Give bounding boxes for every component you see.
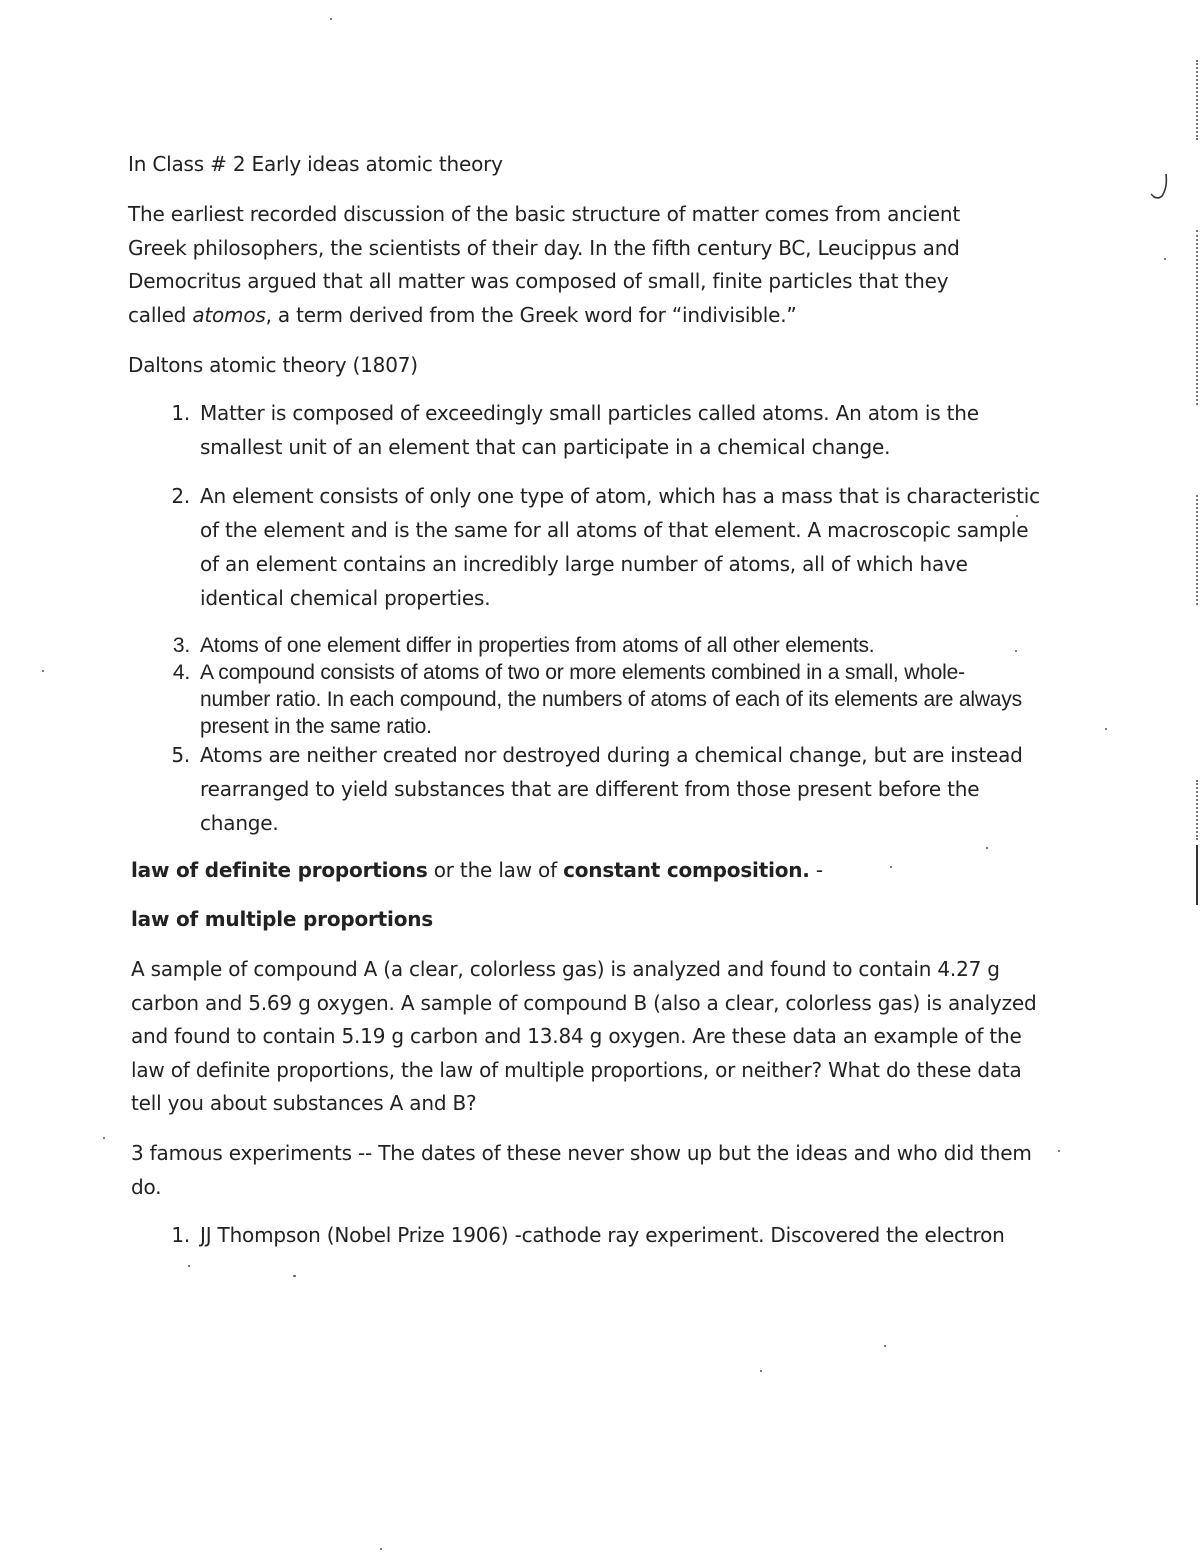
scan-edge-mark [1196, 495, 1200, 605]
list-number: 5. [171, 743, 190, 767]
law-definite-term: law of definite proportions [131, 858, 428, 882]
scan-speck [330, 18, 332, 20]
list-item [172, 659, 1030, 740]
list-text: JJ Thompson (Nobel Prize 1906) -cathode ray experiment. Discovered the electron [200, 1223, 1005, 1247]
law-constant-term: constant composition. [563, 858, 810, 882]
scan-speck [1016, 515, 1018, 517]
scan-speck [380, 1548, 382, 1550]
experiments-intro: 3 famous experiments -- The dates of these never show up but the ideas and who did them do. [131, 1141, 1032, 1199]
list-number: 2. [171, 484, 190, 508]
scan-speck [293, 1275, 296, 1277]
scan-speck [760, 1370, 762, 1372]
list-text: Atoms are neither created nor destroyed during a chemical change, but are instead rearranged to yield substances that are different from those present before the change. [200, 743, 1023, 835]
scan-speck [188, 1265, 190, 1267]
list-number: 4. [172, 661, 190, 684]
scan-speck [1015, 650, 1017, 652]
law-definite-line [131, 854, 823, 887]
list-text: Matter is composed of exceedingly small particles called atoms. An atom is the smallest unit of an element that can participate in a chemical change. [200, 401, 979, 459]
intro-text-before: The earliest recorded discussion of the basic structure of matter comes from ancient Greek philosophers, the scientists of their day. In the fifth century BC, Leucippus and Democritus argued that all matter was composed of small, finite particles that they called [128, 202, 960, 327]
scan-edge-mark [1196, 845, 1198, 905]
list-text: A compound consists of atoms of two or more elements combined in a small, whole-number ratio. In each compound, the numbers of atoms of each of its elements are always present in the same ratio. [200, 661, 1022, 738]
dalton-heading: Daltons atomic theory (1807) [128, 353, 418, 377]
intro-text-after: , a term derived from the Greek word for “indivisible.” [265, 302, 797, 327]
list-number: 1. [171, 401, 190, 425]
list-text: Atoms of one element differ in properties from atoms of all other elements. [200, 634, 875, 657]
scan-speck [103, 1137, 105, 1139]
scan-speck [1105, 728, 1107, 730]
list-item [172, 632, 1030, 659]
intro-italic-term: atomos [192, 302, 266, 327]
law-definite-tail: - [809, 858, 823, 882]
scan-speck [986, 847, 988, 849]
list-item [171, 396, 1020, 464]
scan-speck [1058, 1150, 1060, 1152]
scan-speck [1164, 258, 1166, 260]
scan-speck [884, 1345, 886, 1347]
list-number: 1. [171, 1223, 190, 1247]
list-number: 3. [172, 634, 190, 657]
law-multiple-heading: law of multiple proportions [131, 907, 433, 931]
intro-paragraph [128, 198, 1008, 332]
scan-edge-mark [1196, 230, 1200, 405]
list-item [171, 479, 1040, 615]
list-item [171, 1218, 1060, 1252]
law-definite-middle: or the law of [427, 858, 564, 882]
checkmark-icon [1150, 172, 1172, 202]
scan-speck [42, 670, 44, 672]
scan-edge-mark [1196, 780, 1200, 840]
list-item [171, 738, 1050, 840]
list-text: An element consists of only one type of atom, which has a mass that is characteristic of the element and is the same for all atoms of that element. A macroscopic sample of an element contains an incredibly large number of atoms, all of which have identical chemical properties. [200, 484, 1040, 610]
scan-edge-mark [1196, 60, 1200, 140]
scan-speck [890, 866, 892, 868]
problem-paragraph: A sample of compound A (a clear, colorless gas) is analyzed and found to contain 4.27 g carbon and 5.69 g oxygen. A sample of compound B (also a clear, colorless gas) is analyzed and found to contain 5.19 g carbon and 13.84 g oxygen. Are these data an example of the law of definite proportions, the law of multiple proportions, or neither? What do these data tell you about substances A and B? [131, 957, 1037, 1115]
page-title: In Class # 2 Early ideas atomic theory [128, 152, 503, 176]
